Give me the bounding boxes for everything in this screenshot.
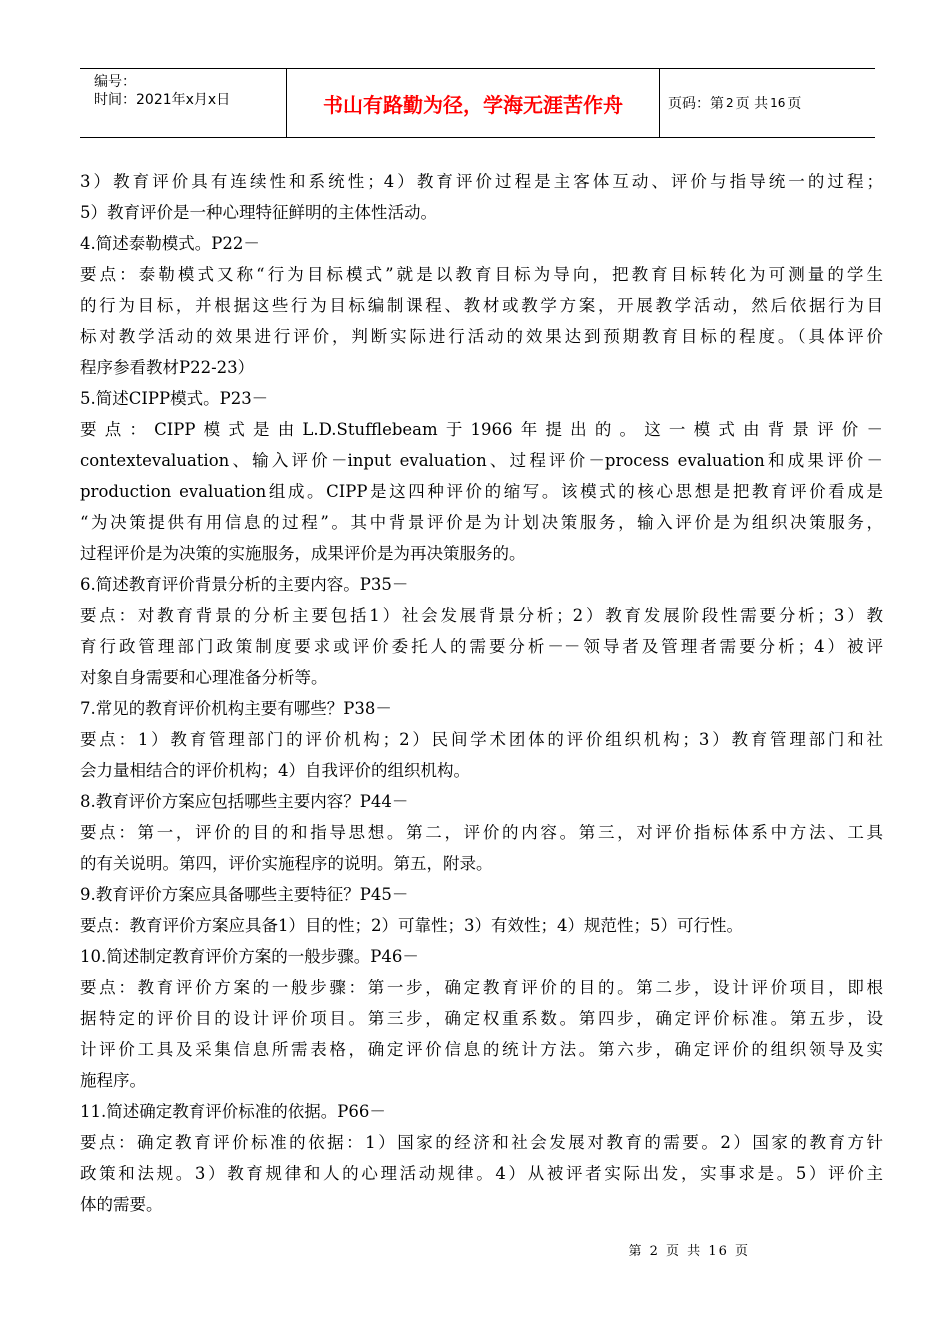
text-line: 会力量相结合的评价机构；4）自我评价的组织机构。 [80,761,470,780]
document-time: 时间：2021年x月x日 [94,92,231,108]
text-line: 5）教育评价是一种心理特征鲜明的主体性活动。 [80,203,437,222]
question-heading: 9.教育评价方案应具备哪些主要特征？P45－ [80,885,409,904]
question-heading: 7.常见的教育评价机构主要有哪些？P38－ [80,699,392,718]
text-line: 要点：对教育背景的分析主要包括1）社会发展背景分析；2）教育发展阶段性需要分析；3）教 [80,606,883,625]
question-heading: 11.简述确定教育评价标准的依据。P66－ [80,1102,386,1121]
question-heading: 6.简述教育评价背景分析的主要内容。P35－ [80,575,409,594]
text-line: 计评价工具及采集信息所需表格，确定评价信息的统计方法。第六步，确定评价的组织领导及实 [80,1040,883,1059]
header-page-info [660,69,875,137]
page-mid: 页 共 [735,96,769,112]
text-line: 要点：教育评价方案应具备1）目的性；2）可靠性；3）有效性；4）规范性；5）可行性。 [80,916,743,935]
text-line: 据特定的评价目的设计评价项目。第三步，确定权重系数。第四步，确定评价标准。第五步，设 [80,1009,883,1028]
header-meta [80,69,287,137]
text-line: 的有关说明。第四，评价实施程序的说明。第五，附录。 [80,854,493,873]
text-line: 政策和法规。3）教育规律和人的心理活动规律。4）从被评者实际出发，实事求是。5）评价主 [80,1164,883,1183]
header-motto: 书山有路勤为径，学海无涯苦作舟 [287,69,660,137]
page-prefix: 页码：第 [668,96,724,112]
text-line: 要点：1）教育管理部门的评价机构；2）民间学术团体的评价组织机构；3）教育管理部门和社 [80,730,883,749]
page-suffix: 页 [787,96,802,112]
text-line: 过程评价是为决策的实施服务，成果评价是为再决策服务的。 [80,544,526,563]
text-line: 要点：教育评价方案的一般步骤：第一步，确定教育评价的目的。第二步，设计评价项目，即根 [80,978,883,997]
page-footer: 第 2 页 共 16 页 [628,1244,750,1259]
text-line: 要点：第一，评价的目的和指导思想。第二，评价的内容。第三，对评价指标体系中方法、工具 [80,823,883,842]
page-header [80,68,875,138]
text-line: contextevaluation、输入评价－input evaluation、过程评价－process evaluation和成果评价－ [80,451,883,470]
text-line: 要点：泰勒模式又称“行为目标模式”就是以教育目标为导向，把教育目标转化为可测量的学生 [80,265,883,284]
question-heading: 4.简述泰勒模式。P22－ [80,234,260,253]
text-line: 施程序。 [80,1071,146,1090]
text-line: 对象自身需要和心理准备分析等。 [80,668,328,687]
text-line: 要点：确定教育评价标准的依据：1）国家的经济和社会发展对教育的需要。2）国家的教育方针 [80,1133,883,1152]
question-heading: 8.教育评价方案应包括哪些主要内容？P44－ [80,792,409,811]
document-body [80,166,883,1220]
text-line: “为决策提供有用信息的过程”。其中背景评价是为计划决策服务，输入评价是为组织决策服务， [80,513,883,532]
text-line: 的行为目标，并根据这些行为目标编制课程、教材或教学方案，开展教学活动，然后依据行为目 [80,296,883,315]
question-heading: 10.简述制定教育评价方案的一般步骤。P46－ [80,947,419,966]
text-line: 体的需要。 [80,1195,163,1214]
text-line: production evaluation组成。CIPP是这四种评价的缩写。该模式的核心思想是把教育评价看成是 [80,482,883,501]
text-line: 标对教学活动的效果进行评价，判断实际进行活动的效果达到预期教育目标的程度。（具体评价 [80,327,883,346]
page-total: 16 [770,96,786,110]
text-line: 3）教育评价具有连续性和系统性；4）教育评价过程是主客体互动、评价与指导统一的过程； [80,172,883,191]
text-line: 要点：CIPP模式是由L.D.Stufflebeam于1966年提出的。这一模式由背景评价－ [80,420,883,439]
text-line: 程序参看教材P22-23） [80,358,255,377]
document-id-label: 编号： [94,74,136,90]
text-line: 育行政管理部门政策制度要求或评价委托人的需要分析－－领导者及管理者需要分析；4）被评 [80,637,883,656]
page-number: 2 [726,96,734,110]
question-heading: 5.简述CIPP模式。P23－ [80,389,269,408]
